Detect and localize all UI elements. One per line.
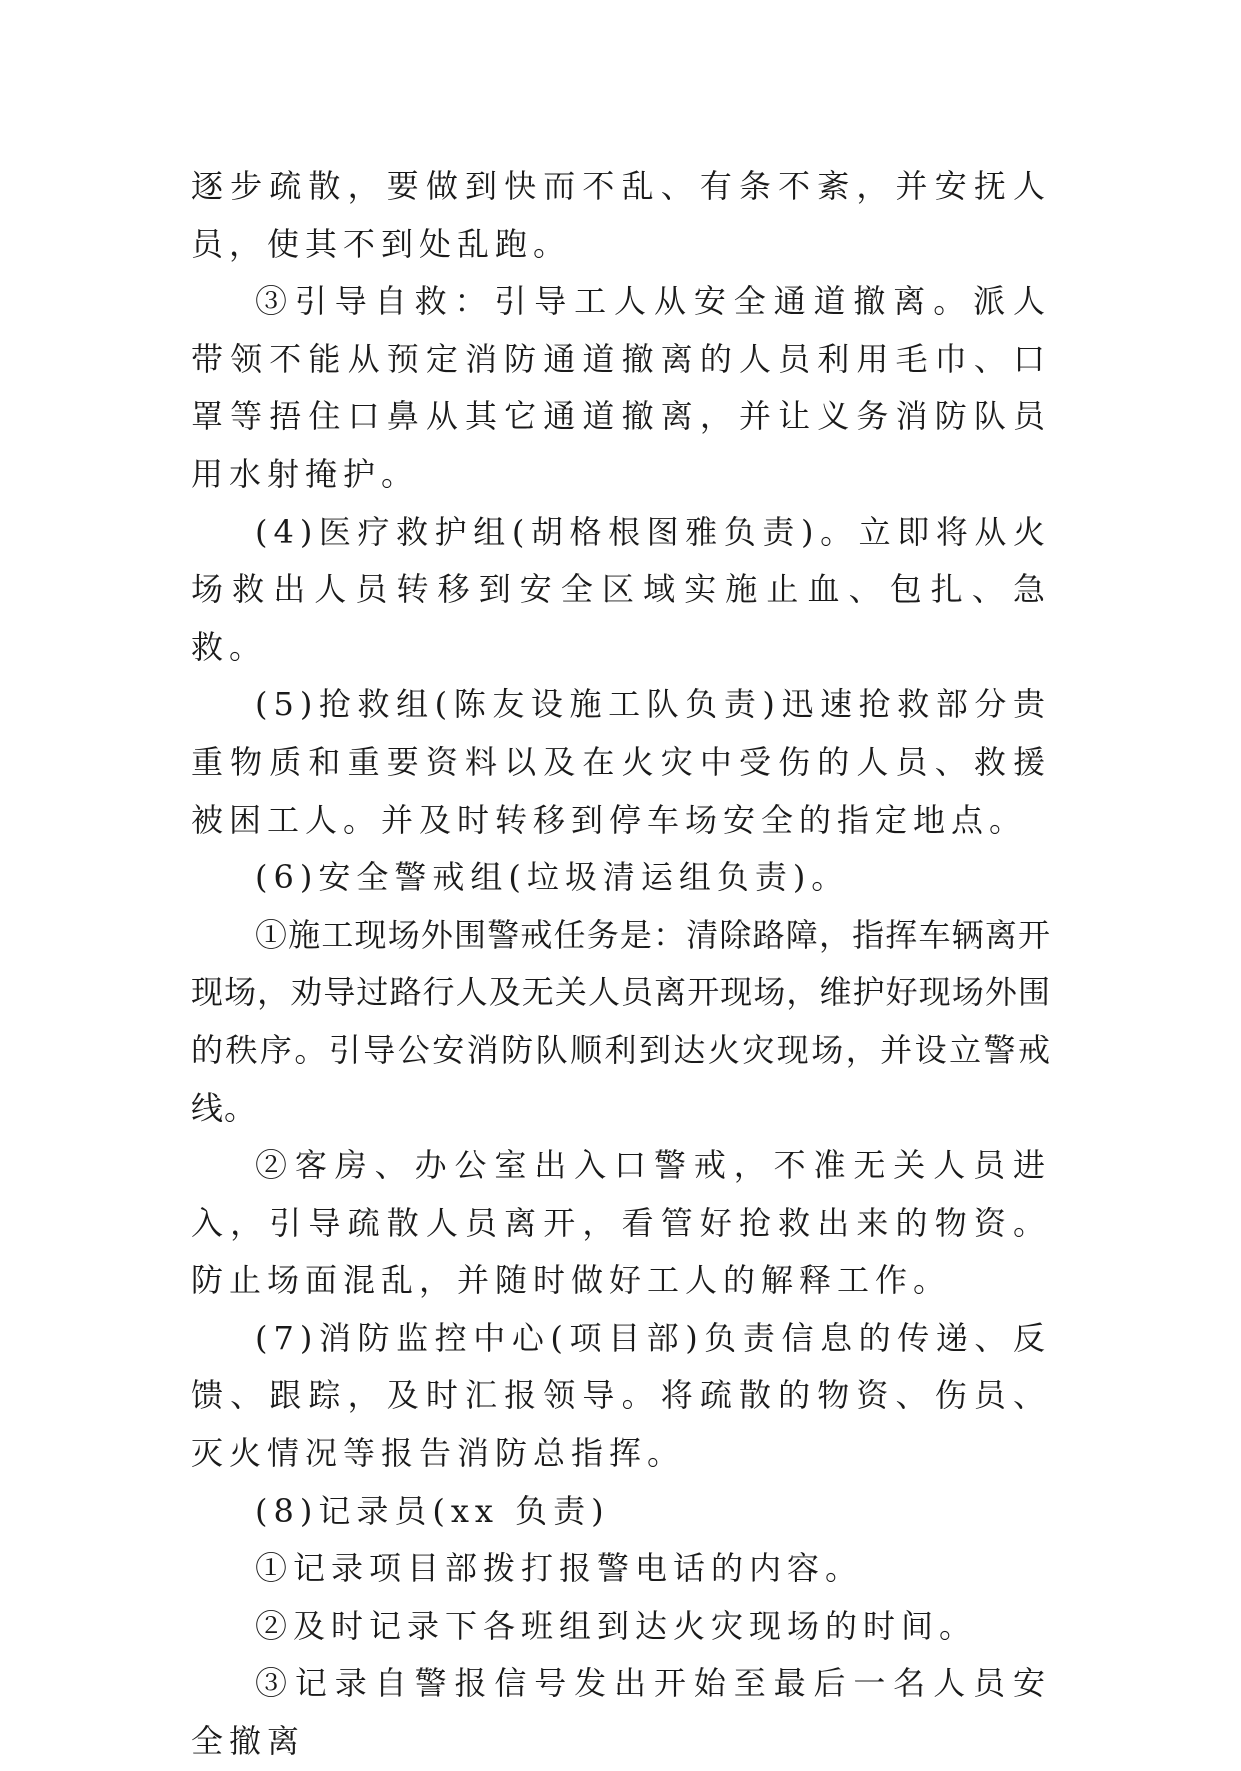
paragraph-recorder: (8)记录员(xx 负责) [255, 1491, 610, 1530]
paragraph-record-arrival: ②及时记录下各班组到达火灾现场的时间。 [255, 1606, 978, 1645]
paragraph-evacuation-continued: 逐步疏散，要做到快而不乱、有条不紊，并安抚人员，使其不到处乱跑。 [191, 167, 1051, 263]
paragraph-record-evacuation: ③记录自警报信号发出开始至最后一名人员安全撤离 [191, 1664, 1051, 1761]
paragraph-perimeter-guard: ①施工现场外围警戒任务是：清除路障，指挥车辆离开现场，劝导过路行人及无关人员离开现场，维护好现场外围的秩序。引导公安消防队顺利到达火灾现场，并设立警戒线。 [191, 915, 1051, 1127]
paragraph-security-team: (6)安全警戒组(垃圾清运组负责)。 [255, 858, 850, 897]
document-body [191, 158, 1051, 1771]
paragraph-entrance-guard: ②客房、办公室出入口警戒，不准无关人员进入，引导疏散人员离开，看管好抢救出来的物资。防止场面混乱，并随时做好工人的解释工作。 [191, 1146, 1051, 1300]
paragraph-record-call: ①记录项目部拨打报警电话的内容。 [255, 1549, 864, 1588]
paragraph-monitoring-center: (7)消防监控中心(项目部)负责信息的传递、反馈、跟踪，及时汇报领导。将疏散的物资、伤员、灭火情况等报告消防总指挥。 [191, 1318, 1051, 1473]
paragraph-guide-self-rescue: ③引导自救：引导工人从安全通道撤离。派人带领不能从预定消防通道撤离的人员利用毛巾、口罩等捂住口鼻从其它通道撤离，并让义务消防队员用水射掩护。 [191, 282, 1051, 493]
paragraph-medical-team: (4)医疗救护组(胡格根图雅负责)。立即将从火场救出人员转移到安全区域实施止血、包扎、急救。 [191, 512, 1051, 666]
paragraph-rescue-team: (5)抢救组(陈友设施工队负责)迅速抢救部分贵重物质和重要资料以及在火灾中受伤的人员、救援被困工人。并及时转移到停车场安全的指定地点。 [191, 685, 1051, 839]
